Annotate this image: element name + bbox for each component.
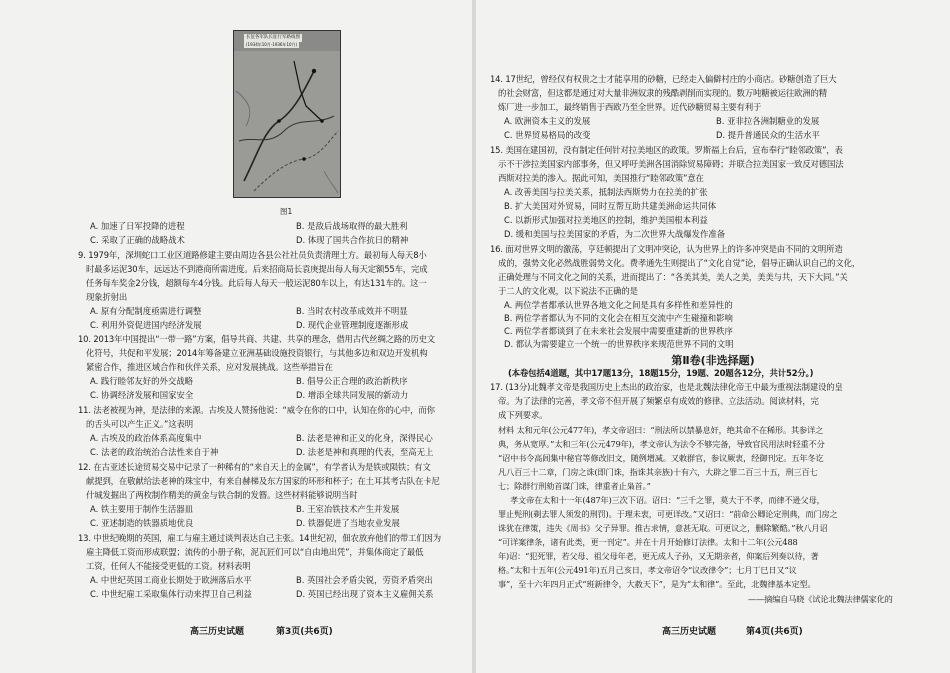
q9-stem-line: 现象折射出: [86, 292, 128, 302]
material-line: 诛犹在律策，违失《周书》父子异罪。推古求情，意甚无取。可更议之，删除繁酷。”秋八月诏: [498, 523, 828, 533]
q15-stem-line: 西斯对拉美的渗入。据此可知，美国推行“睦邻政策”意在: [498, 173, 704, 183]
q8-option-c[interactable]: C. 采取了正确的战略战术: [90, 235, 185, 245]
material-line: 年)诏：“犯死罪，若父母、祖父母年老，更无成人子孙，又无期亲者，仰案后列奏以待，著: [498, 551, 819, 561]
q13-option-a[interactable]: A. 中世纪英国工商业长期处于欧洲落后水平: [90, 575, 252, 585]
material-line: “可详案律条，诸有此类，更一刊定”。并在十月开始修订法律。太和十二年(公元488: [498, 537, 798, 547]
q10-option-d[interactable]: D. 增添全球共同发展的新动力: [296, 390, 409, 400]
q9-stem-line: 时最多运泥30车，远远达不到港商所需进度。后来招商局长袁庚提出每人每天定额55车，完成: [86, 264, 428, 274]
q14-stem-line: 的社会财富，但这都是通过对大量非洲奴隶的残酷剥削而实现的。数万吨糖被运往欧洲的精: [498, 88, 827, 98]
q9-option-d[interactable]: D. 现代企业管理制度逐渐形成: [296, 320, 409, 330]
q16-option-b[interactable]: B. 两位学者都认为不同的文化会在相互交流中产生碰撞和影响: [504, 313, 733, 323]
q16-stem-line: 正确处理与不同文化之间的关系，进而提出了：“各美其美，美人之美，美美与共，天下大同。”关: [498, 272, 848, 282]
q13-stem-line: 13. 中世纪晚期的英国，雇工与雇主通过谈判表达自己主张。14世纪初，佃农放弃他们的带工们因为: [78, 533, 441, 543]
q16-option-c[interactable]: C. 两位学者都谈到了在未来社会发展中需要重建新的世界秩序: [504, 326, 733, 336]
q12-stem-line: 献提到，在敬献给法老神的珠宝中，有来自赫梯及东方国家的环形和杯子；在土耳其考古队在卡尼: [86, 476, 440, 486]
q17-stem-line: 帝。为了法律的完善，孝文帝不但开展了频繁卓有成效的修律、立法活动。阅读材料，完: [498, 396, 819, 406]
q8-option-a[interactable]: A. 加速了日军投降的进程: [90, 221, 185, 231]
material-line: “诏中书令高闾集中秘官等修改旧文，随例增减。又敕群官，参议厥衷，经御刊定。五年冬讫: [498, 453, 824, 463]
q15-option-d[interactable]: D. 缓和美国与拉美国家的矛盾，为二次世界大战爆发作准备: [504, 229, 726, 239]
material-line: 典，务从宽厚。”太和三年(公元479年)，孝文帝认为法令不够完备，导致官民用法时轻重不分: [498, 439, 825, 449]
material-line: 七；除群行刑劾首谋门诛，律重者止枭首。”: [498, 481, 651, 491]
q14-option-c[interactable]: C. 世界贸易格局的改变: [504, 130, 591, 140]
q16-stem-line: 16. 面对世界文明的激荡，亨廷顿提出了文明冲突论，认为世界上的许多冲突是由不同的文明所造: [490, 244, 843, 254]
q15-option-a[interactable]: A. 改善美国与拉美关系，抵制法西斯势力在拉美的扩张: [504, 187, 708, 197]
long-march-map-figure: [233, 30, 341, 198]
map-subtitle: (1934年10月-1936年10月): [246, 42, 298, 47]
material-line: 孝文帝在太和十一年(487年)三次下诏。诏曰：“三千之罪，莫大于不孝，而律不逊父母，: [510, 495, 825, 505]
material-source: ——摘编自马晓《试论北魏法律儒家化的: [748, 594, 893, 604]
map-graphic: [234, 31, 340, 197]
page-fold: [472, 0, 476, 673]
q14-stem-line: 炼厂进一步加工，最终销售于西欧乃至全世界。近代砂糖贸易主要有利于: [498, 102, 762, 112]
q11-stem-line: 的舌头可以产生正义。”这表明: [86, 419, 193, 429]
q13-option-c[interactable]: C. 中世纪雇工采取集体行动来捍卫自己利益: [90, 589, 252, 599]
q9-option-b[interactable]: B. 当时农村改革成效并不明显: [296, 306, 408, 316]
q10-option-b[interactable]: B. 倡导公正合理的政治新秩序: [296, 376, 408, 386]
section-note: (本卷包括4道题，其中17题13分，18题15分，19题、20题各12分，共计52分。): [508, 368, 814, 378]
q10-option-a[interactable]: A. 践行睦邻友好的外交战略: [90, 376, 194, 386]
q17-stem-line: 17. (13分)北魏孝文帝是我国历史上杰出的政治家，也是北魏法律化帝王中最为重视法制建设的皇: [490, 382, 843, 392]
material-line: 事”，至十六年四月正式“班新律令，大赦天下”，是为“太和律”。至此，北魏律基本定型。: [498, 579, 816, 589]
section-title: 第Ⅱ卷(非选择题): [671, 354, 755, 367]
material-line: 罪止髡刑(剃去罪人须发的刑罚)。于理未衷，可更详改。”又诏曰：“前命公卿论定刑典，而门房之: [498, 509, 838, 519]
q13-option-d[interactable]: D. 英国已经出现了资本主义雇佣关系: [296, 589, 434, 599]
left-page: [0, 0, 470, 673]
q10-stem-line: 化符号，共促和平发展；2014年筹备建立亚洲基础设施投资银行，与其他多边和双边开发机构: [86, 348, 428, 358]
q12-option-a[interactable]: A. 铁主要用于制作生活器皿: [90, 504, 194, 514]
q14-option-d[interactable]: D. 提升普通民众的生活水平: [716, 130, 820, 140]
q9-stem-line: 9. 1979年，深圳蛇口工业区道路修建主要由周边各县公社社员负责清理土方。最初每人每天8小: [78, 250, 427, 260]
q12-stem-line: 什城发掘出了两枚制作精美的黄金与铁合制的发簪。这些材料能够说明当时: [86, 490, 358, 500]
q10-option-c[interactable]: C. 协调经济发展和国家安全: [90, 390, 194, 400]
q11-option-a[interactable]: A. 古埃及的政治体系高度集中: [90, 433, 202, 443]
q16-option-a[interactable]: A. 两位学者都承认世界各地文化之间是具有多样性和差异性的: [504, 300, 733, 310]
q10-stem-line: 10. 2013年中国提出“一带一路”方案，倡导共商、共建、共享的理念，借用古代丝绸之路的历史文: [78, 334, 436, 344]
q11-option-d[interactable]: D. 法老是神和真理的代表，至高无上: [296, 447, 434, 457]
q13-stem-line: 工资，任何人不能接受更低的工资。材料表明: [86, 561, 251, 571]
q16-stem-line: 于二人的文化观，以下说法不正确的是: [498, 286, 638, 296]
q11-stem-line: 11. 法老被视为神，是法律的来源。古埃及人赞扬他说：“威令在你的口中，认知在你的心中，而你: [78, 405, 435, 415]
q15-stem-line: 示不干涉拉美国家内部事务，但又呼吁美洲各国消除贸易障碍；并联合拉美国家一致反对德国法: [498, 159, 844, 169]
footer-page-number: 第3页(共6页): [276, 627, 333, 637]
right-page: [480, 0, 946, 673]
q15-option-b[interactable]: B. 扩大美国对外贸易，同时互帮互助共建美洲命运共同体: [504, 201, 717, 211]
q12-option-b[interactable]: B. 王室冶铁技术产生并发展: [296, 504, 400, 514]
footer-title: 高三历史试题: [190, 627, 245, 637]
q16-stem-line: 成的，强势文化必然战胜弱势文化。费孝通先生则提出了“文化自觉”论，倡导正确认识自己的文化，: [498, 258, 861, 268]
q13-option-b[interactable]: B. 英国社会矛盾尖锐，劳资矛盾突出: [296, 575, 433, 585]
q12-option-d[interactable]: D. 铁器促进了当地农业发展: [296, 518, 400, 528]
figure-caption: 图1: [280, 207, 293, 216]
q8-option-d[interactable]: D. 体现了国共合作抗日的精神: [296, 235, 409, 245]
material-line: 材料 太和元年(公元477年)，孝文帝诏曰：“刑法所以禁暴息奸，绝其命不在稀形。其参详之: [498, 425, 824, 435]
q15-option-c[interactable]: C. 以新形式加强对拉美地区的控制，维护美国根本利益: [504, 215, 708, 225]
q9-option-a[interactable]: A. 原有分配制度亟需进行调整: [90, 306, 202, 316]
q14-option-b[interactable]: B. 亚非拉各洲制糖业的发展: [716, 116, 820, 126]
q9-option-c[interactable]: C. 利用外资促进国内经济发展: [90, 320, 202, 330]
q17-stem-line: 成下列要求。: [498, 410, 548, 420]
material-line: 格。”太和十五年(公元491年)五月己亥日，孝文帝诏令“议改律令”；七月丁巳日又“议: [498, 565, 797, 575]
footer-title: 高三历史试题: [662, 627, 717, 637]
q11-option-b[interactable]: B. 法老是神和正义的化身，深得民心: [296, 433, 433, 443]
q16-option-d[interactable]: D. 都认为需要建立一个统一的世界秩序来规范世界不同的文明: [504, 339, 734, 349]
q12-option-c[interactable]: C. 亚述制造的铁器质地优良: [90, 518, 194, 528]
q13-stem-line: 雇主降低工资而形成联盟；流传的小册子称，泥瓦匠们可以“自由地出凭”，并集体商定了最低: [86, 547, 424, 557]
footer-page-number: 第4页(共6页): [746, 627, 803, 637]
q10-stem-line: 紧密合作，推进区域合作和伙伴关系，应对发展挑战。这些举措旨在: [86, 362, 333, 372]
q15-stem-line: 15. 美国在建国初，没有制定任何针对拉美地区的政策。罗斯福上台后，宣布奉行“睦邻政策”，表: [490, 145, 843, 155]
q12-stem-line: 12. 在古亚述长途贸易交易中记录了一种稀有的“来自天上的金属”，有学者认为是铁或陨铁；有文: [78, 462, 431, 472]
q8-option-b[interactable]: B. 是敌后战场取得的最大胜利: [296, 221, 408, 231]
map-title: 长征各军队长征行军路线图: [246, 35, 300, 40]
q9-stem-line: 任务每车奖金2分钱，超额每车4分钱。此后每人每天一般运泥80车以上，有达131车的。这一: [86, 278, 427, 288]
q11-option-c[interactable]: C. 法老的政治统治合法性来自于神: [90, 447, 219, 457]
q14-option-a[interactable]: A. 欧洲资本主义的发展: [504, 116, 591, 126]
q14-stem-line: 14. 17世纪，曾经仅有权贵之士才能享用的砂糖，已经走入偏僻村庄的小商店。砂糖创造了巨大: [490, 74, 837, 84]
material-line: 凡八百三十二章，门房之诛(即门诛，指诛其亲族)十有六，大辟之罪二百三十五，刑三百七: [498, 467, 818, 477]
